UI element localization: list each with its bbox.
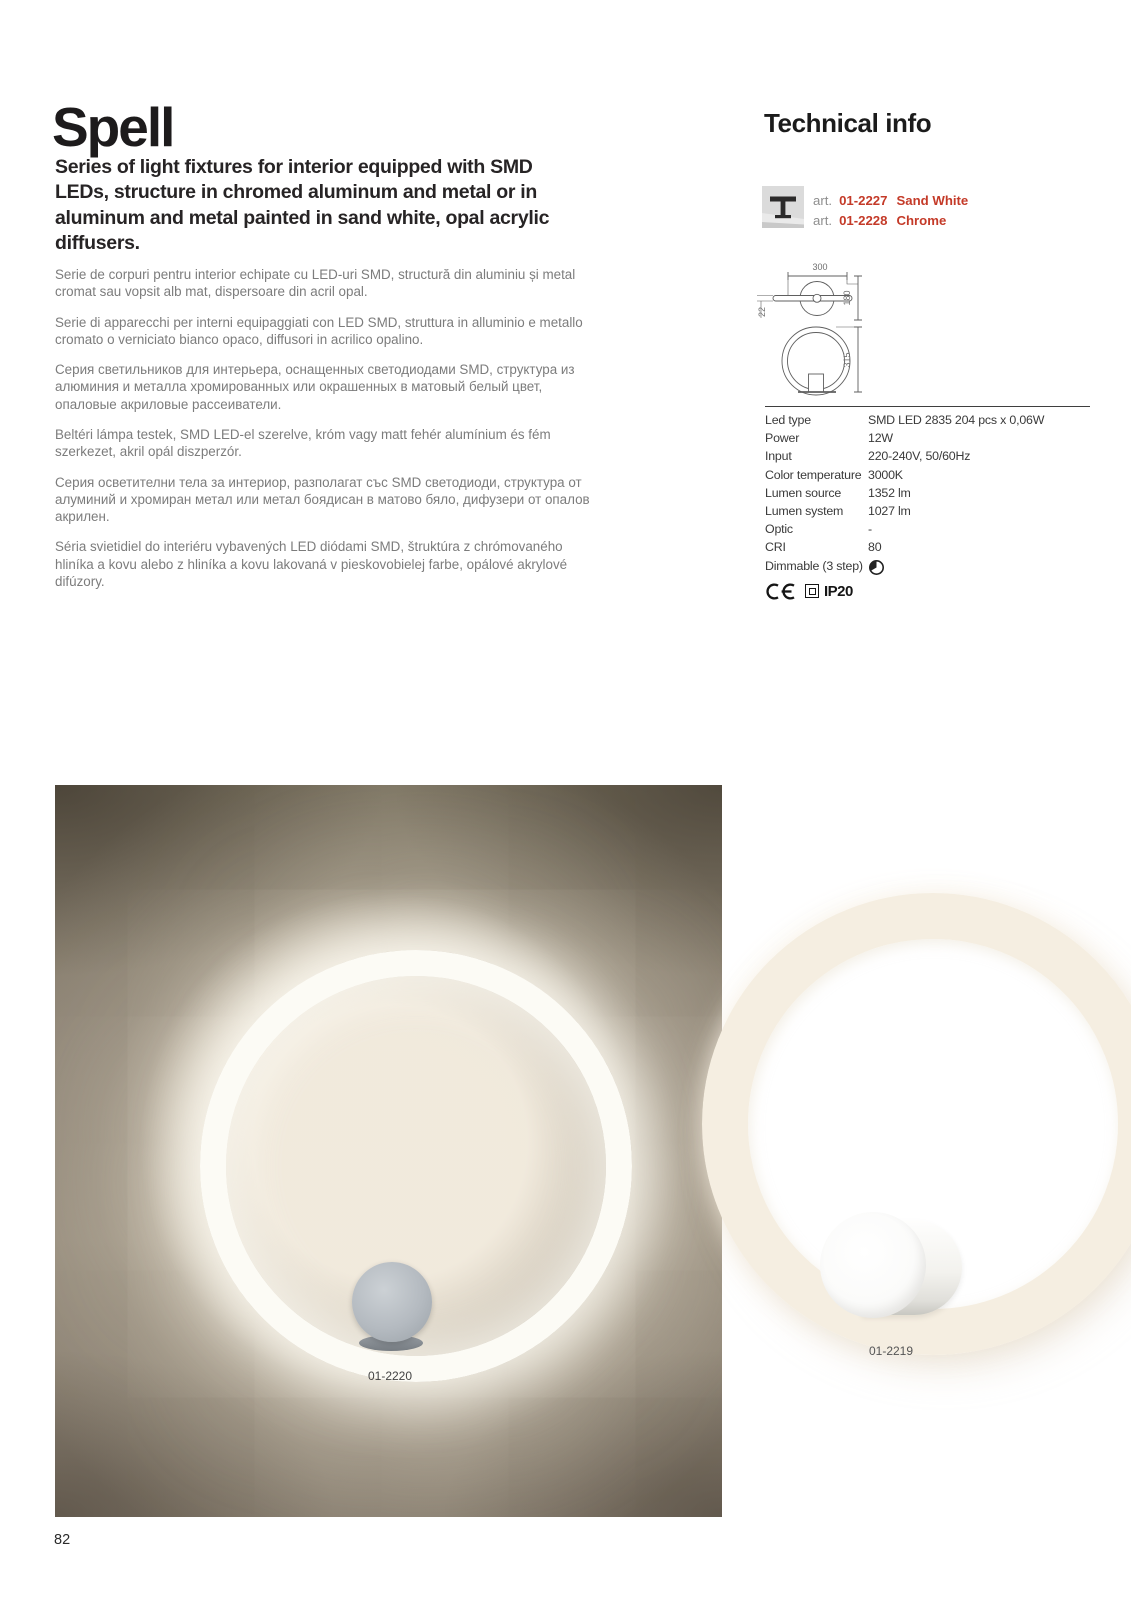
- spec-row: [765, 486, 1090, 504]
- dim-height: 315: [842, 352, 852, 368]
- spec-row: [765, 449, 1090, 467]
- spec-value: 3000K: [868, 467, 903, 482]
- article-code: 01-2227: [839, 193, 888, 208]
- description-ro: Serie de corpuri pentru interior echipate cu LED-uri SMD, structură din aluminiu și metal cromat sau vopsit alb mat, dispersoare din acril opal.: [55, 267, 576, 300]
- spec-label: CRI: [765, 540, 786, 555]
- description-ru: Серия светильников для интерьера, оснащенных светодиодами SMD, структура из алюминия и металла хромированных или окрашенных в матовый белый цвет, опаловые акриловые рассеиватели.: [55, 362, 575, 412]
- spec-row: [765, 413, 1090, 431]
- photo-article-label: 01-2219: [868, 1344, 914, 1358]
- spec-value: SMD LED 2835 204 pcs x 0,06W: [868, 413, 1045, 427]
- spec-row: [765, 522, 1090, 540]
- spec-value: -: [868, 522, 872, 537]
- technical-info-title: Technical info: [764, 107, 932, 138]
- spec-label: Input: [765, 449, 792, 464]
- description-sk: Séria svietidiel do interiéru vybavených LED diódami SMD, štruktúra z chrómovaného hliníka a kovu alebo z hliníka a kovu lakovaná v pieskovobielej farbe, opálové akrylové difúzory.: [55, 539, 568, 589]
- dim-tube: 22: [757, 306, 767, 318]
- description-it: Serie di apparecchi per interni equipaggiati con LED SMD, struttura in alluminio e metallo cromato o verniciato bianco opaco, diffusori in acrilico opalino.: [55, 314, 583, 347]
- product-description-en: Series of light fixtures for interior equipped with SMD LEDs, structure in chromed aluminum and metal or in aluminum and metal painted in sand white, opal acrylic diffusers.: [55, 156, 550, 255]
- spec-value: 12W: [868, 431, 893, 446]
- spec-label: Led type: [765, 413, 811, 427]
- dimension-drawing: [744, 252, 876, 402]
- article-list: [813, 191, 968, 230]
- ip-rating: IP20: [824, 582, 853, 600]
- spec-row: [765, 468, 1090, 486]
- spec-row: [765, 540, 1090, 558]
- article-finish: Chrome: [896, 212, 947, 228]
- article-code: 01-2228: [839, 212, 888, 228]
- white-mount-face: [820, 1212, 926, 1318]
- dimmer-icon: [868, 559, 885, 576]
- spec-value: 220-240V, 50/60Hz: [868, 449, 971, 464]
- dim-depth: 180: [842, 290, 852, 306]
- spec-label: Optic: [765, 522, 793, 537]
- chrome-mount-cylinder: [352, 1262, 432, 1342]
- spec-row: [765, 504, 1090, 522]
- spec-value: 1027 lm: [868, 503, 911, 518]
- spec-row: [765, 431, 1090, 449]
- spec-row: [765, 559, 1090, 577]
- wall-lamp-icon: [762, 186, 804, 228]
- description-hu: Beltéri lámpa testek, SMD LED-el szerelve, króm vagy matt fehér alumínium és fém szerkezet, akril opál diszperzór.: [55, 426, 551, 460]
- ce-mark-icon: [764, 583, 798, 600]
- product-title: Spell: [52, 95, 174, 158]
- spec-label: Dimmable (3 step): [765, 558, 863, 573]
- article-row: [813, 191, 968, 211]
- product-photo-wall: [55, 785, 722, 1517]
- spec-table: [765, 406, 1090, 577]
- certification-row: [764, 582, 853, 600]
- dim-width: 300: [812, 262, 828, 272]
- spec-value: 80: [868, 540, 882, 555]
- article-finish: Sand White: [896, 193, 969, 208]
- description-bg: Серия осветителни тела за интериор, разполагат със SMD светодиоди, структура от алуминий и хромиран метал или метал боядисан в матово бяло, дифузери от опалов акрилен.: [55, 474, 590, 525]
- photo-article-label: 01-2220: [367, 1369, 413, 1383]
- spec-label: Lumen system: [765, 503, 844, 518]
- class-ii-icon: [805, 584, 819, 598]
- article-prefix: art.: [813, 212, 833, 228]
- spec-label: Power: [765, 431, 800, 446]
- article-prefix: art.: [813, 193, 833, 208]
- spec-label: Color temperature: [765, 467, 862, 482]
- spec-label: Lumen source: [765, 485, 842, 500]
- spec-value: 1352 lm: [868, 485, 911, 500]
- page-number: 82: [54, 1532, 71, 1548]
- article-row: [813, 211, 968, 231]
- translated-descriptions: [55, 266, 600, 603]
